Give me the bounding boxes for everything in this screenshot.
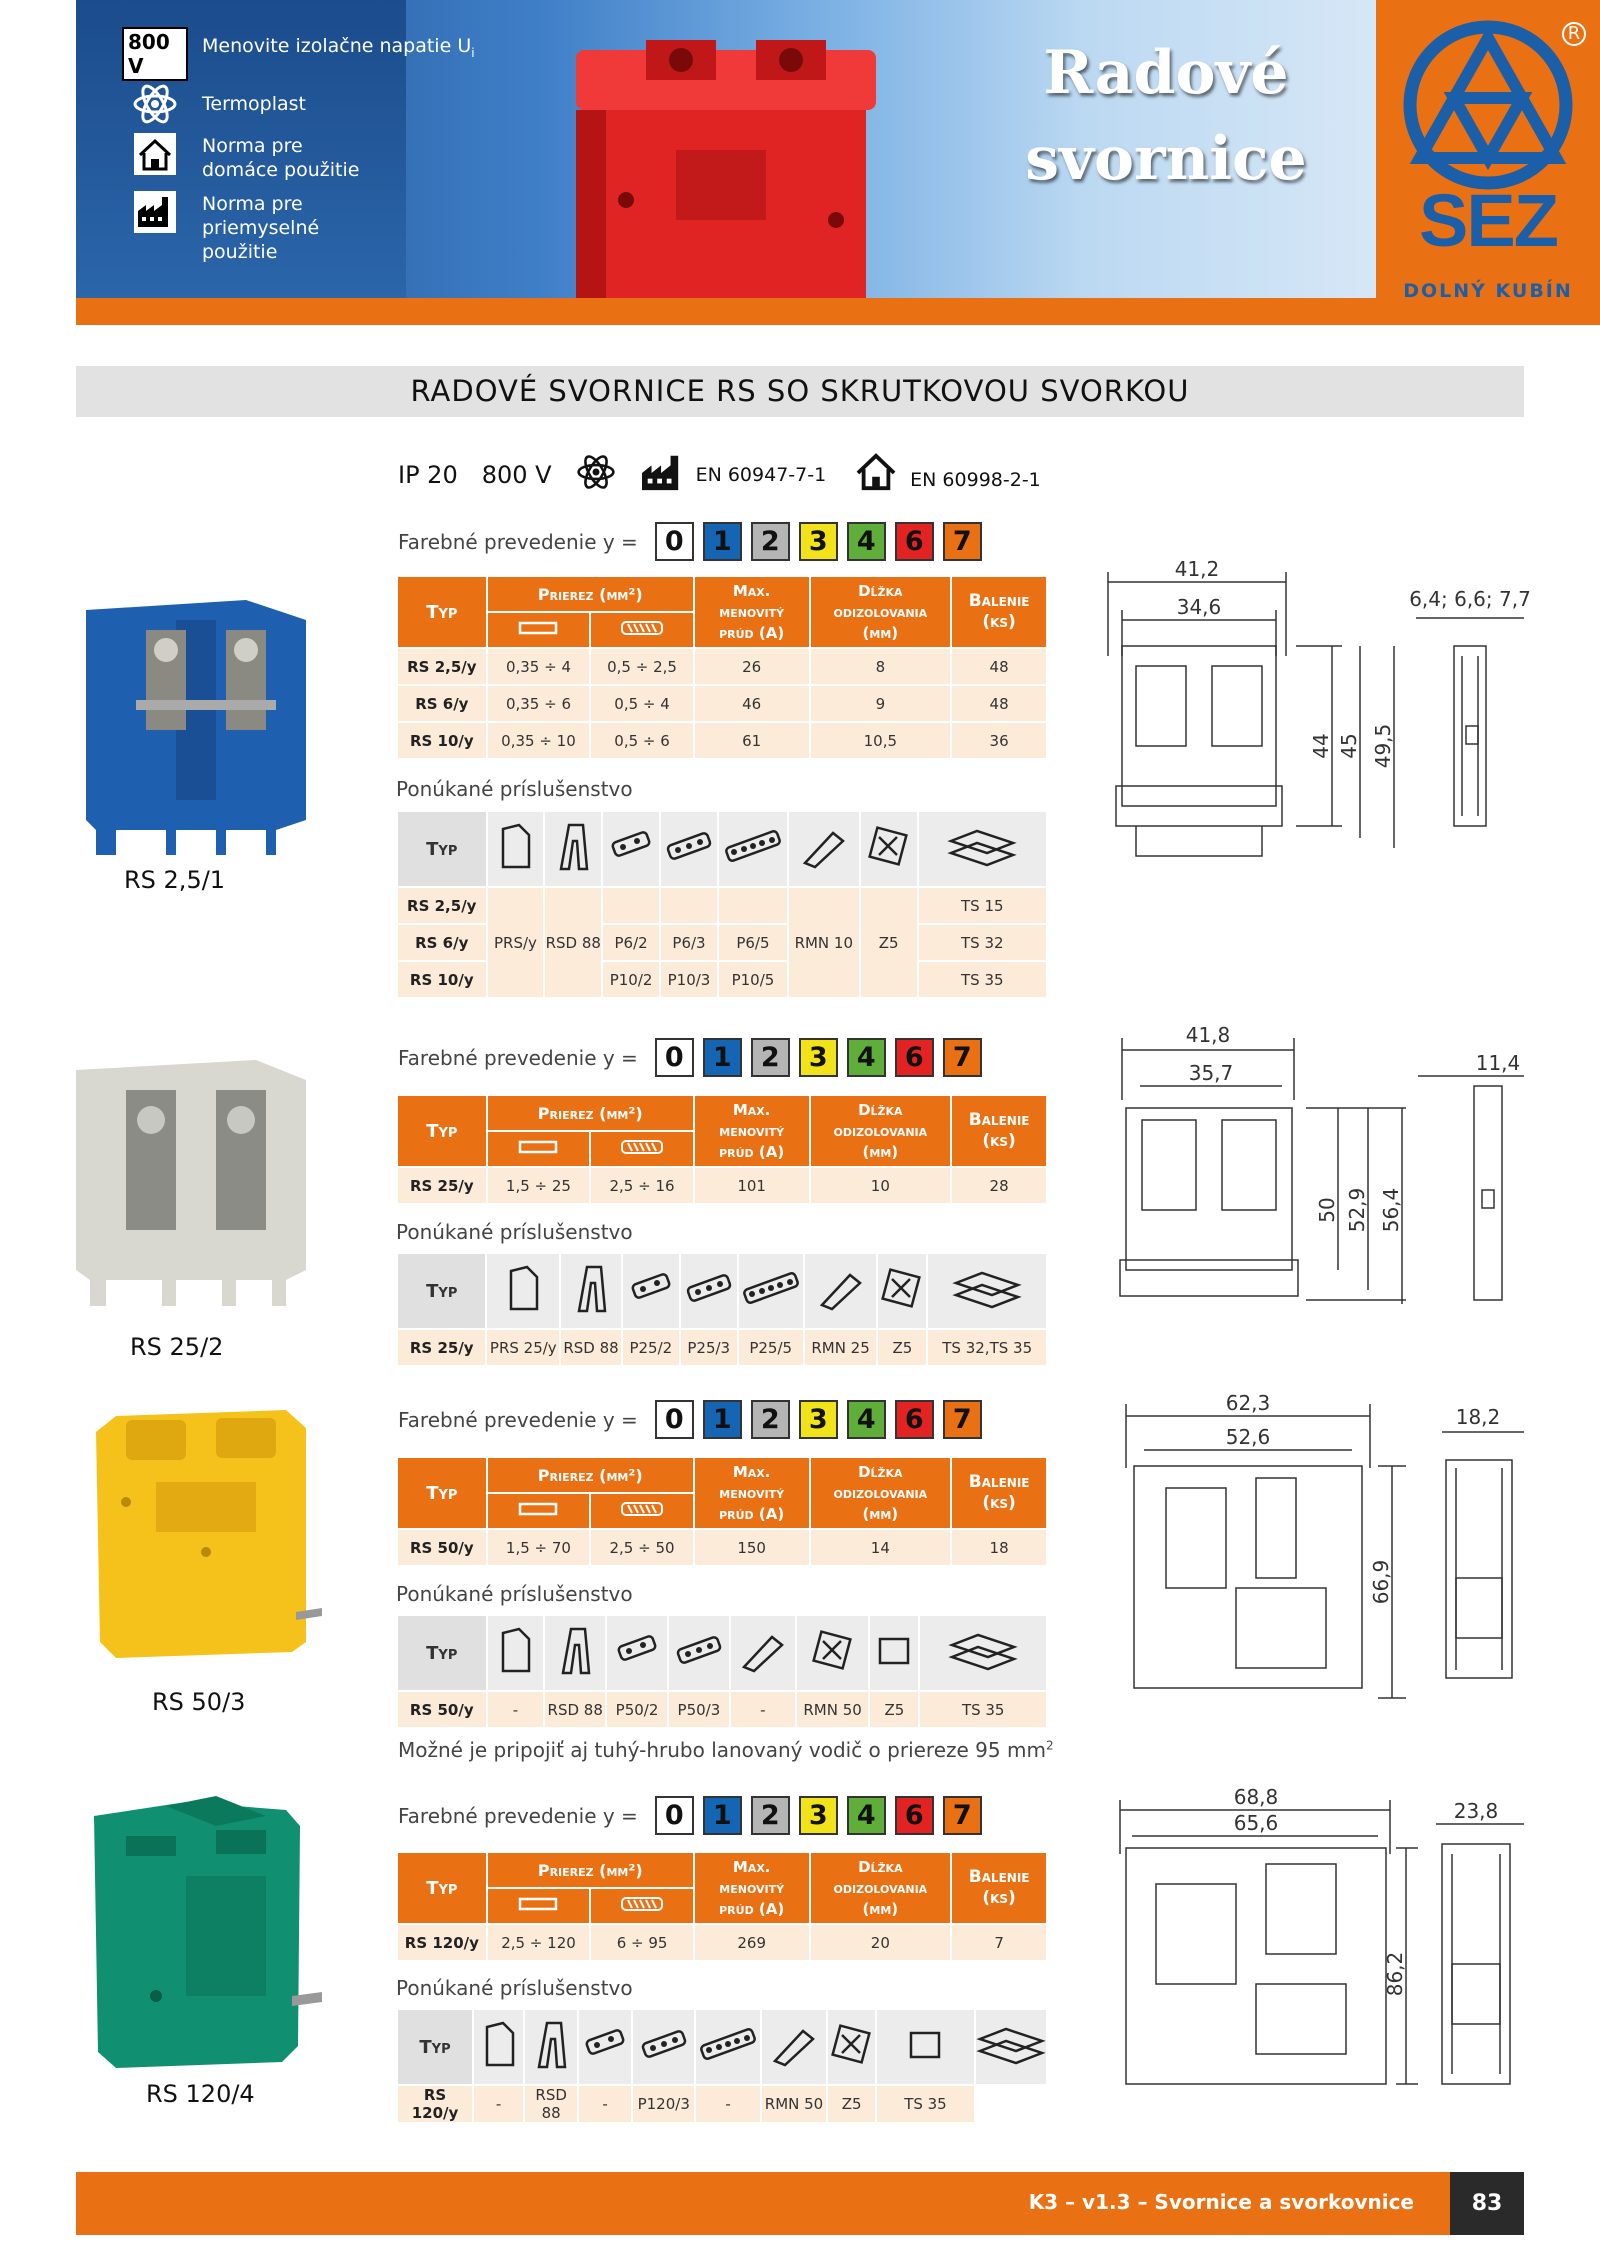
solid-wire-icon [487, 1493, 591, 1529]
color-box-2: 2 [751, 1400, 790, 1439]
color-box-7: 7 [943, 1038, 982, 1077]
spec-norm1: EN 60947-7-1 [695, 464, 827, 486]
dim-side: 6,4; 6,6; 7,7 [1409, 587, 1531, 611]
color-box-0: 0 [655, 1400, 694, 1439]
jumper-2-icon [578, 2009, 632, 2085]
dim-w1: 68,8 [1233, 1785, 1279, 1809]
table-row: RS 2,5/y 0,35 ÷ 4 0,5 ÷ 2,5 26 8 48 [397, 648, 1047, 685]
stranded-wire-icon [590, 1493, 694, 1529]
color-selector-1 [398, 522, 982, 561]
din-rail-icon [919, 1615, 1047, 1691]
accessories-label-2: Ponúkané príslušenstvo [396, 1220, 633, 1244]
note-text: Možné je pripojiť aj tuhý-hrubo lanovaný vodič o priereze 95 $mm^2$ [398, 1738, 1054, 1762]
footer [76, 2172, 1524, 2235]
dimension-drawing-rs-50 [1106, 1388, 1526, 1728]
dim-h1: 66,9 [1369, 1559, 1393, 1605]
header-max: Max. menovitý prúd (A) [694, 576, 810, 648]
logo-triangle-icon [1398, 20, 1578, 190]
footer-text: K3 – v1.3 – Svornice a svorkovnice [1028, 2190, 1414, 2214]
color-box-2: 2 [751, 1796, 790, 1835]
table-row: RS 10/y 0,35 ÷ 10 0,5 ÷ 6 61 10,5 36 [397, 722, 1047, 759]
color-box-0: 0 [655, 1796, 694, 1835]
dim-w1: 41,8 [1185, 1023, 1231, 1047]
header-banner [76, 0, 1581, 325]
voltage-badge: 800 V [122, 27, 188, 81]
header-title-line2: svornice [1025, 124, 1307, 194]
legend-material [122, 84, 475, 124]
end-plate-icon [486, 1253, 560, 1329]
marker-label-icon [827, 2009, 876, 2085]
dim-h2: 52,9 [1345, 1187, 1369, 1233]
acc-header-typ: Typ [397, 811, 487, 887]
atom-icon [576, 452, 616, 498]
table-row: RS 120/y 2,5 ÷ 120 6 ÷ 95 269 20 7 [397, 1924, 1047, 1961]
product-name-rs-2-5: RS 2,5/1 [124, 866, 226, 894]
color-box-4: 4 [847, 1400, 886, 1439]
marker-icon [730, 1615, 796, 1691]
product-name-rs-25: RS 25/2 [130, 1333, 224, 1361]
table-row: RS 2,5/y PRS/y RSD 88 RMN 10 Z5 TS 15 [397, 887, 1047, 924]
jumper-2-icon [602, 811, 660, 887]
product-photo-rs-25 [66, 1050, 316, 1310]
accessories-table-rs-25: Typ RS 25/y PRS 25/y RSD 88 P25/2 P25/3 P25/5 RMN 25 Z5 TS 32,TS 35 [396, 1252, 1048, 1367]
din-rail-icon [927, 1253, 1047, 1329]
color-box-7: 7 [943, 1796, 982, 1835]
color-box-2: 2 [751, 1038, 790, 1077]
jumper-2-icon [606, 1615, 668, 1691]
dimension-drawing-rs-120 [1106, 1784, 1526, 2114]
dim-w2: 65,6 [1233, 1811, 1279, 1835]
color-selector-3 [398, 1400, 982, 1439]
marker-label-icon [796, 1615, 870, 1691]
jumper-3-icon [680, 1253, 738, 1329]
marker-icon [804, 1253, 878, 1329]
dim-w1: 41,2 [1174, 557, 1220, 581]
dim-h3: 56,4 [1379, 1187, 1403, 1233]
dim-h1: 44 [1309, 733, 1333, 759]
product-photo-rs-50 [86, 1402, 326, 1672]
accessories-table-rs-2-5 [396, 810, 1048, 999]
table-row: RS 50/y 1,5 ÷ 70 2,5 ÷ 50 150 14 18 [397, 1529, 1047, 1566]
dimension-drawing-rs-2-5 [1106, 556, 1531, 886]
stranded-wire-icon [590, 612, 694, 648]
accessories-table-rs-50: Typ RS 50/y - RSD 88 P50/2 P50/3 - RMN 50 Z5 TS 35 [396, 1614, 1048, 1729]
end-plate-icon [487, 1615, 545, 1691]
table-row: RS 25/y 1,5 ÷ 25 2,5 ÷ 16 101 10 28 [397, 1167, 1047, 1204]
legend-industrial-text: Norma pre priemyselné použitie [202, 193, 320, 263]
table-row: RS 25/y PRS 25/y RSD 88 P25/2 P25/3 P25/5 RMN 25 Z5 TS 32,TS 35 [397, 1329, 1047, 1366]
spec-ip: IP 20 [398, 461, 458, 489]
dim-w2: 52,6 [1225, 1425, 1271, 1449]
legend-domestic [122, 134, 475, 182]
dim-w2: 35,7 [1188, 1061, 1234, 1085]
dim-side: 11,4 [1475, 1051, 1521, 1075]
marker-label-icon [860, 811, 918, 887]
atom-icon [122, 84, 188, 124]
color-box-7: 7 [943, 1400, 982, 1439]
table-row: RS 6/y P6/2 P6/3 P6/5 TS 32 [397, 924, 1047, 961]
end-bracket-icon [544, 811, 602, 887]
header-orange-strip [76, 298, 1524, 325]
header-typ: Typ [397, 576, 487, 648]
product-photo-rs-120 [86, 1796, 326, 2076]
spec-table-rs-120: Typ Prierez (mm²) Max. menovitý prúd (A) Dĺžka odizolovania (mm) Balenie (ks) RS 120/y 2,5 ÷ 120 6 ÷ 95 269 20 7 [396, 1851, 1048, 1962]
legend-voltage-sub: i [471, 45, 475, 60]
section-title: RADOVÉ SVORNICE RS SO SKRUTKOVOU SVORKOU [76, 366, 1524, 417]
jumper-5-icon [695, 2009, 760, 2085]
color-label: Farebné prevedenie y = [398, 1045, 638, 1070]
legend-industrial [122, 192, 475, 264]
logo-name: SEZ [1419, 179, 1557, 262]
color-box-0: 0 [655, 522, 694, 561]
color-label: Farebné prevedenie y = [398, 529, 638, 554]
dim-h1: 86,2 [1383, 1951, 1407, 1997]
color-box-6: 6 [895, 1038, 934, 1077]
color-box-1: 1 [703, 1400, 742, 1439]
product-name-rs-120: RS 120/4 [146, 2080, 255, 2108]
jumper-5-icon [718, 811, 788, 887]
color-box-6: 6 [895, 1400, 934, 1439]
red-terminal-photo [516, 30, 936, 298]
solid-wire-icon [487, 1131, 591, 1167]
color-box-1: 1 [703, 1038, 742, 1077]
end-plate-icon [473, 2009, 524, 2085]
table-row: RS 120/y - RSD 88 - P120/3 - RMN 50 Z5 TS 35 [397, 2085, 1047, 2123]
header-title-line1: Radové [1043, 38, 1289, 108]
dim-w1: 62,3 [1225, 1391, 1271, 1415]
sez-logo [1376, 0, 1600, 325]
spec-norm2: EN 60998-2-1 [910, 469, 1041, 491]
marker-tag-icon [869, 1615, 919, 1691]
legend-voltage [122, 30, 475, 78]
factory-icon [122, 192, 188, 232]
marker-icon [788, 811, 860, 887]
product-name-rs-50: RS 50/3 [152, 1688, 246, 1716]
house-icon [854, 452, 898, 498]
product-photo-rs-2-5 [76, 580, 316, 860]
color-box-6: 6 [895, 1796, 934, 1835]
end-bracket-icon [524, 2009, 578, 2085]
legend-material-text: Termoplast [202, 93, 307, 115]
spec-voltage: 800 V [481, 461, 552, 489]
table-row: RS 50/y - RSD 88 P50/2 P50/3 - RMN 50 Z5 TS 35 [397, 1691, 1047, 1728]
jumper-3-icon [668, 1615, 730, 1691]
jumper-3-icon [660, 811, 718, 887]
dim-w2: 34,6 [1176, 595, 1222, 619]
registered-mark: R [1562, 22, 1586, 46]
jumper-2-icon [622, 1253, 680, 1329]
dim-h1: 50 [1315, 1197, 1339, 1223]
spec-table-rs-50: Typ Prierez (mm²) Max. menovitý prúd (A) Dĺžka odizolovania (mm) Balenie (ks) RS 50/y 1,5 ÷ 70 2,5 ÷ 50 150 14 18 [396, 1456, 1048, 1567]
dim-h3: 49,5 [1371, 723, 1395, 769]
color-box-7: 7 [943, 522, 982, 561]
dimension-drawing-rs-25 [1106, 1020, 1526, 1320]
color-box-3: 3 [799, 1796, 838, 1835]
color-box-1: 1 [703, 522, 742, 561]
color-box-0: 0 [655, 1038, 694, 1077]
jumper-5-icon [738, 1253, 804, 1329]
solid-wire-icon [487, 1888, 591, 1924]
header-title [976, 30, 1356, 202]
jumper-3-icon [632, 2009, 695, 2085]
color-box-4: 4 [847, 1038, 886, 1077]
spec-table-rs-25: Typ Prierez (mm²) Max. menovitý prúd (A) Dĺžka odizolovania (mm) Balenie (ks) RS 25/y 1,5 ÷ 25 2,5 ÷ 16 101 10 28 [396, 1094, 1048, 1205]
stranded-wire-icon [590, 1888, 694, 1924]
spec-line [398, 452, 1069, 498]
color-box-3: 3 [799, 1038, 838, 1077]
accessories-label-4: Ponúkané príslušenstvo [396, 1976, 633, 2000]
dim-side: 23,8 [1453, 1799, 1499, 1823]
marker-label-icon [877, 1253, 927, 1329]
table-row: RS 6/y 0,35 ÷ 6 0,5 ÷ 4 46 9 48 [397, 685, 1047, 722]
color-box-6: 6 [895, 522, 934, 561]
marker-tag-icon [876, 2009, 975, 2085]
end-plate-icon [487, 811, 545, 887]
color-label: Farebné prevedenie y = [398, 1803, 638, 1828]
marker-icon [761, 2009, 828, 2085]
color-label: Farebné prevedenie y = [398, 1407, 638, 1432]
color-box-3: 3 [799, 522, 838, 561]
color-box-1: 1 [703, 1796, 742, 1835]
header-prierez: Prierez (mm²) [487, 576, 694, 612]
color-selector-2 [398, 1038, 982, 1077]
end-bracket-icon [544, 1615, 606, 1691]
legend-voltage-text: Menovite izolačne napatie U [202, 35, 472, 57]
din-rail-icon [918, 811, 1047, 887]
factory-icon [640, 452, 684, 498]
header-balenie: Balenie (ks) [951, 576, 1047, 648]
header-dlzka: Dĺžka odizolovania (mm) [810, 576, 952, 648]
accessories-label-1: Ponúkané príslušenstvo [396, 777, 633, 801]
legend-domestic-text: Norma pre domáce použitie [202, 135, 360, 181]
color-box-4: 4 [847, 1796, 886, 1835]
solid-wire-icon [487, 612, 591, 648]
dim-side: 18,2 [1455, 1405, 1501, 1429]
color-box-2: 2 [751, 522, 790, 561]
din-rail-icon [975, 2009, 1047, 2085]
house-icon [122, 134, 188, 174]
spec-table-rs-2-5 [396, 575, 1048, 760]
stranded-wire-icon [590, 1131, 694, 1167]
header-legend [122, 30, 475, 274]
dim-h2: 45 [1337, 733, 1361, 759]
color-box-4: 4 [847, 522, 886, 561]
color-box-3: 3 [799, 1400, 838, 1439]
page-number: 83 [1450, 2172, 1524, 2235]
accessories-table-rs-120: Typ RS 120/y - RSD 88 - P120/3 - RMN 50 Z5 TS 35 [396, 2008, 1048, 2124]
table-row: RS 10/y P10/2 P10/3 P10/5 TS 35 [397, 961, 1047, 998]
accessories-label-3: Ponúkané príslušenstvo [396, 1582, 633, 1606]
end-bracket-icon [560, 1253, 622, 1329]
color-selector-4 [398, 1796, 982, 1835]
logo-city: DOLNÝ KUBÍN [1403, 280, 1573, 302]
